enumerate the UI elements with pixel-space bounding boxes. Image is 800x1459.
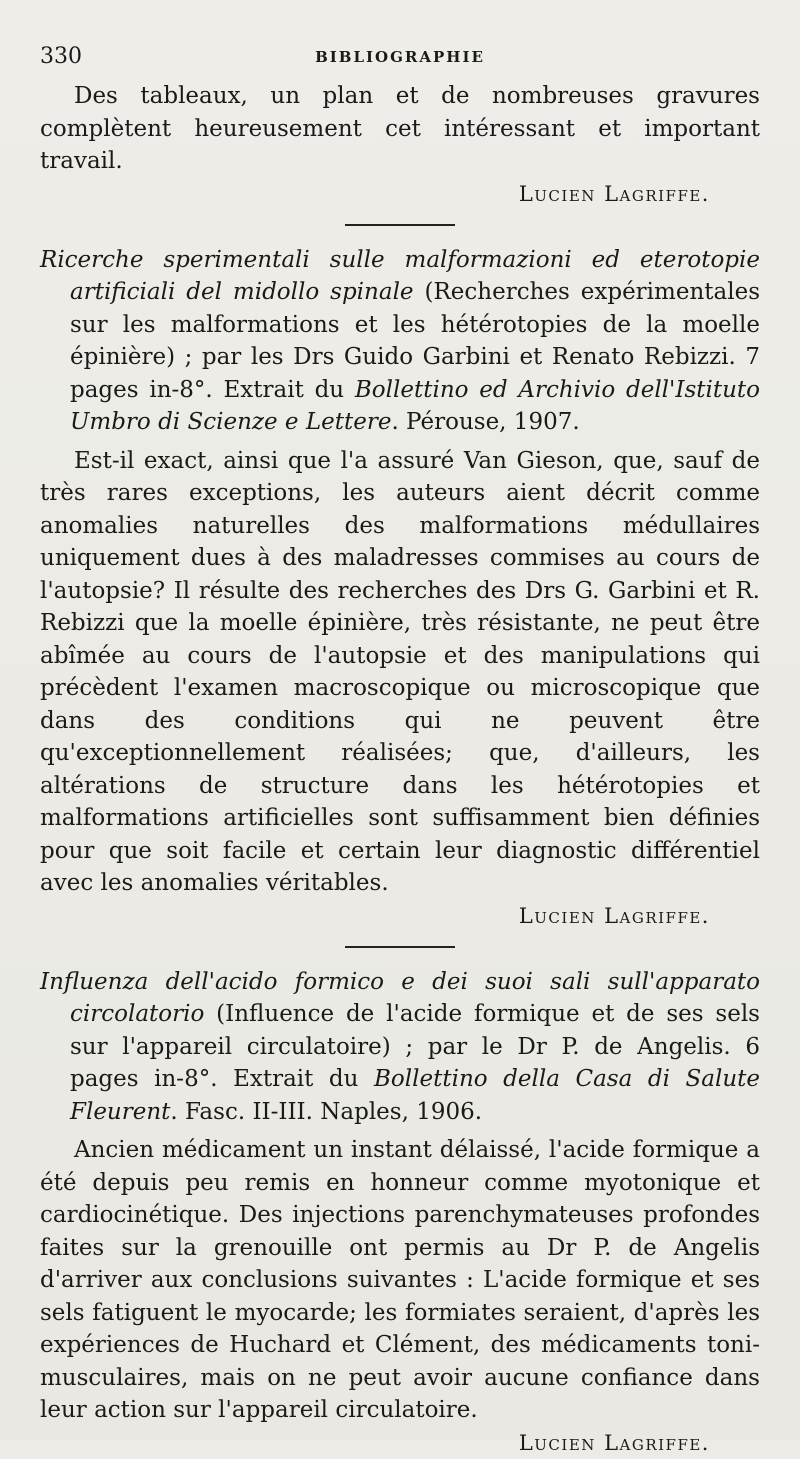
review-2-citation xyxy=(40,244,760,439)
review-3-citation xyxy=(40,966,760,1129)
section-divider-1 xyxy=(345,224,455,226)
review-1-signature: Lucien Lagriffe. xyxy=(518,181,710,206)
review-2-title: Ricerche sperimentali sulle malformazioni ed eterotopie artificiali del midollo spinale xyxy=(40,246,760,305)
page-number: 330 xyxy=(40,44,82,69)
review-3-journal: Bollettino della Casa di Salute Fleurent xyxy=(70,1066,760,1125)
review-3-title-rest: (Influence de l'acide formique et de ses sels sur l'appareil circulatoire) ; par le Dr P. de Angelis. 6 pages in-8°. Extrait du xyxy=(70,1001,760,1092)
review-2-title-rest: (Recherches expérimentales sur les malformations et les hétérotopies de la moelle épinière) ; par les Drs Guido Garbini et Renato Rebizzi. 7 pages in-8°. Extrait du xyxy=(70,279,760,403)
review-2-signature: Lucien Lagriffe. xyxy=(518,903,710,928)
review-2-body: Est-il exact, ainsi que l'a assuré Van Gieson, que, sauf de très rares exceptions, les auteurs aient décrit comme anomalies naturelles des malformations médullaires uniquement dues à des maladresses commises au cours de l'autopsie? Il résulte des recherches des Drs G. Garbini et R. Rebizzi que la moelle épinière, très résistante, ne peut être abîmée au cours de l'autopsie et des manipulations qui précèdent l'examen macroscopique ou microscopique que dans des conditions qui ne peuvent être qu'exceptionnellement réalisées; que, d'ailleurs, les altérations de structure dans les hétérotopies et malformations artificielles sont suffisamment bien définies pour que soit facile et certain leur diagnostic différentiel avec les anomalies véritables. xyxy=(40,447,760,896)
review-2-place: . Pérouse, 1907. xyxy=(391,409,580,435)
page-header xyxy=(40,40,760,80)
review-3-signature: Lucien Lagriffe. xyxy=(518,1430,710,1455)
section-divider-2 xyxy=(345,946,455,948)
running-head: BIBLIOGRAPHIE xyxy=(315,48,485,66)
review-1 xyxy=(40,80,760,210)
review-3-body: Ancien médicament un instant délaissé, l'acide formique a été depuis peu remis en honneur comme myotonique et cardiocinétique. Des injections parenchymateuses profondes faites sur la grenouille ont permis au Dr P. de Angelis d'arriver aux conclusions suivantes : L'acide formique et ses sels fatiguent le myocarde; les formiates seraient, d'après les expériences de Huchard et Clément, des médicaments toni-musculaires, mais on ne peut avoir aucune confiance dans leur action sur l'appareil circulatoire. xyxy=(40,1137,760,1423)
review-3-title: Influenza dell'acido formico e dei suoi sali sull'apparato circolatorio xyxy=(40,968,760,1027)
review-2 xyxy=(40,244,760,932)
review-3-place: . Fasc. II-III. Naples, 1906. xyxy=(170,1098,483,1125)
review-3 xyxy=(40,966,760,1459)
review-2-journal: Bollettino ed Archivio dell'Istituto Umbro di Scienze e Lettere xyxy=(70,376,760,435)
review-1-text: Des tableaux, un plan et de nombreuses gravures complètent heureusement cet intéressant et important travail. xyxy=(40,83,760,174)
